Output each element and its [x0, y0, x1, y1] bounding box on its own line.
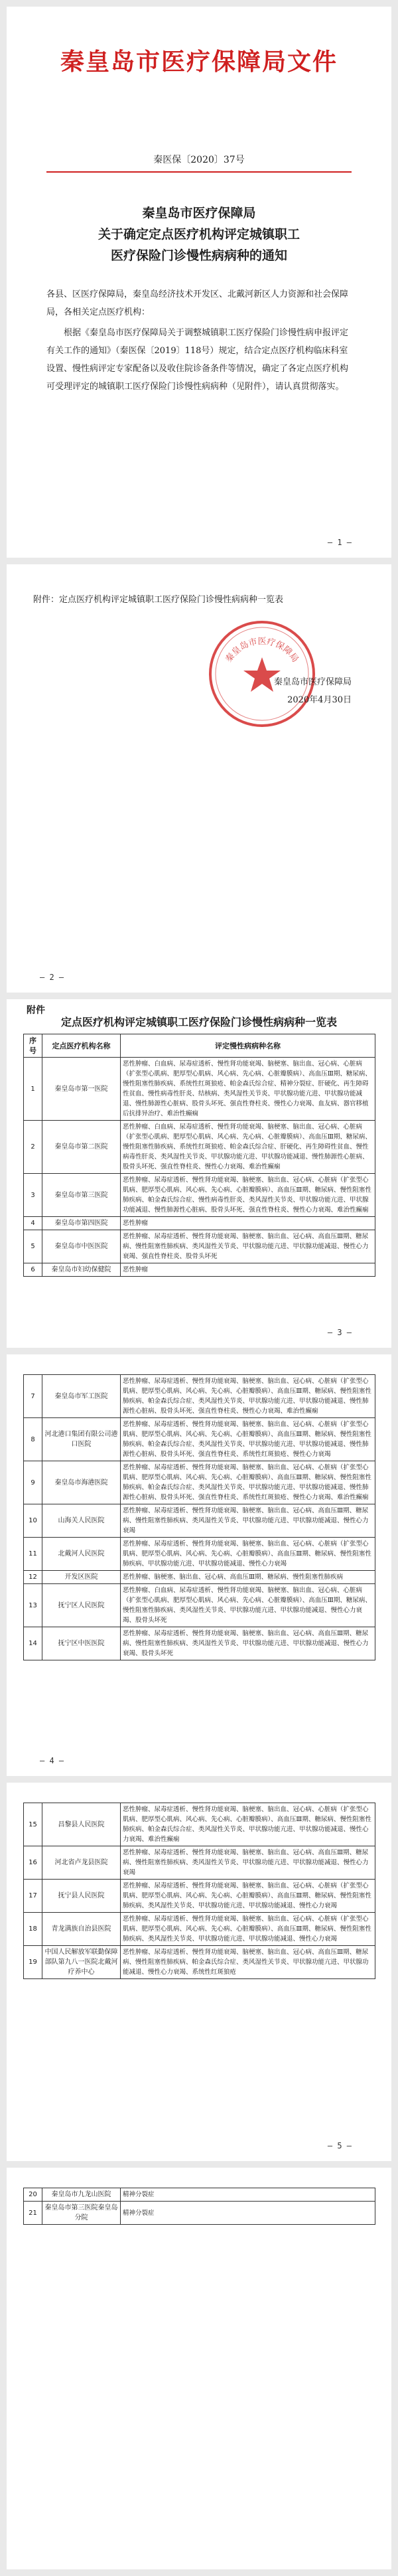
row-number: 3: [24, 1174, 42, 1217]
disease-list: 恶性肿瘤、尿毒症透析、慢性肾功能衰竭、脑梗塞、脑出血、冠心病、心脏病（扩张型心肌病、肥厚型心肌病、风心病、先心病、心脏瓣膜病）、高血压Ⅲ期、糖尿病、慢性阻塞性肺疾病、帕金森氏综合症、慢性病毒性肝炎、类风湿性关节炎、甲状腺功能亢进、甲状腺功能减退、慢性肺源性心脏病、股骨头坏死、强直性脊柱炎、慢性心力衰竭、难治性癫痫: [121, 1174, 375, 1217]
row-number: 13: [24, 1584, 42, 1627]
row-number: 9: [24, 1461, 42, 1504]
disease-list: 恶性肿瘤、白血病、尿毒症透析、慢性肾功能衰竭、脑梗塞、脑出血、冠心病、心脏病（扩张型心肌病、肥厚型心肌病、风心病、先心病、心脏瓣膜病）、高血压Ⅲ期、糖尿病、慢性阻塞性肺疾病、类风湿性关节炎、甲状腺功能亢进、甲状腺功能减退、慢性心力衰竭、股骨头坏死: [121, 1584, 375, 1627]
table-row: [24, 1058, 375, 1121]
disease-list: 恶性肿瘤、尿毒症透析、慢性肾功能衰竭、脑梗塞、脑出血、冠心病、心脏病（扩张型心肌病、肥厚型心肌病、风心病、先心病、心脏瓣膜病）、高血压Ⅲ期、糖尿病、慢性阻塞性肺疾病、帕金森氏综合症、类风湿性关节炎、甲状腺功能亢进、甲状腺功能减退、慢性肺源性心脏病、股骨头坏死、强直性脊柱炎、慢性心力衰竭、难治性癫痫: [121, 1375, 375, 1418]
table-row: [24, 1913, 375, 1946]
row-number: 11: [24, 1538, 42, 1571]
document-page-4: [7, 1354, 391, 1776]
row-number: 21: [24, 2202, 42, 2225]
table-row: [24, 1571, 375, 1584]
row-number: 17: [24, 1880, 42, 1913]
institution-name: 秦皇岛市第一医院: [42, 1058, 121, 1121]
institution-name: 秦皇岛市海港医院: [42, 1461, 121, 1504]
institution-name: 抚宁区中医医院: [42, 1627, 121, 1660]
document-number: 秦医保〔2020〕37号: [153, 155, 245, 165]
disease-list: 恶性肿瘤、尿毒症透析、慢性肾功能衰竭、脑梗塞、脑出血、冠心病、心脏病（扩张型心肌病、肥厚型心肌病、风心病、先心病、心脏瓣膜病）、高血压Ⅲ期、糖尿病、慢性阻塞性肺疾病、帕金森氏综合症、类风湿性关节炎、甲状腺功能亢进、甲状腺功能减退、慢性肺源性心脏病、股骨头坏死、强直性脊柱炎、系统性红斑狼疮、慢性心力衰竭: [121, 1418, 375, 1461]
institution-name: 秦皇岛市第三医院秦皇岛分院: [42, 2202, 121, 2225]
disease-table-part-2: [23, 1374, 375, 1660]
disease-list: 恶性肿瘤、尿毒症透析、慢性肾功能衰竭、脑梗塞、脑出血、冠心病、高血压Ⅲ期、糖尿病、慢性阻塞性肺疾病、类风湿性关节炎、甲状腺功能亢进、甲状腺功能减退、慢性心力衰竭: [121, 1846, 375, 1880]
row-number: 2: [24, 1121, 42, 1174]
institution-name: 秦皇岛市第三医院: [42, 1174, 121, 1217]
page-number: — 3 —: [327, 1328, 352, 1337]
table-row: [24, 1584, 375, 1627]
table-row: [24, 1946, 375, 1979]
row-number: 10: [24, 1504, 42, 1538]
row-number: 18: [24, 1913, 42, 1946]
disease-list: 恶性肿瘤、白血病、尿毒症透析、慢性肾功能衰竭、脑梗塞、脑出血、冠心病、心脏病（扩张型心肌病、肥厚型心肌病、风心病、先心病、心脏瓣膜病）、高血压Ⅲ期、糖尿病、慢性阻塞性肺疾病、系统性红斑狼疮、帕金森氏综合症、肝硬化、再生障碍性贫血、慢性病毒性肝炎、类风湿性关节炎、甲状腺功能亢进、甲状腺功能减退、慢性肺源性心脏病、股骨头坏死、强直性脊柱炎、慢性心力衰竭、难治性癫痫: [121, 1121, 375, 1174]
table-row: [24, 1263, 375, 1277]
disease-list: 恶性肿瘤: [121, 1217, 375, 1230]
document-page-3: [7, 999, 391, 1348]
notice-body-paragraph: 根据《秦皇岛市医疗保障局关于调整城镇职工医疗保险门诊慢性病申报评定有关工作的通知》（秦医保〔2019〕118号）规定，结合定点医疗机构临床科室设置、慢性病评定专家配备以及收住院诊备条件等情况，确定了各定点医疗机构可受理评定的城镇职工医疗保险门诊慢性病病种（见附件），请认真贯彻落实。: [46, 328, 349, 392]
notice-title: [7, 202, 391, 266]
seal-text: 秦皇岛市医疗保障局: [224, 637, 300, 665]
attachment-label: 附件: [27, 1005, 45, 1016]
table-row: [24, 1230, 375, 1263]
table-row: [24, 1121, 375, 1174]
institution-name: 青龙满族自治县医院: [42, 1913, 121, 1946]
table-row: [24, 2202, 375, 2225]
table-row: [24, 1627, 375, 1660]
institution-name: 抚宁区人民医院: [42, 1584, 121, 1627]
disease-list: 恶性肿瘤、脑梗塞、脑出血、冠心病、高血压Ⅲ期、糖尿病、慢性阻塞性肺疾病: [121, 1571, 375, 1584]
institution-name: 中国人民解放军联勤保障部队第九八一医院北戴河疗养中心: [42, 1946, 121, 1979]
document-page-5: [7, 1783, 391, 2161]
institution-name: 秦皇岛市妇幼保健院: [42, 1263, 121, 1277]
row-number: 12: [24, 1571, 42, 1584]
row-number: 15: [24, 1803, 42, 1846]
disease-list: 恶性肿瘤、尿毒症透析、慢性肾功能衰竭、脑梗塞、脑出血、冠心病、心脏病（扩张型心肌病、肥厚型心肌病、风心病、先心病、心脏瓣膜病）、高血压Ⅲ期、糖尿病、慢性阻塞性肺疾病、类风湿性关节炎、甲状腺功能亢进、甲状腺功能减退、慢性心力衰竭: [121, 1880, 375, 1913]
page-number: — 4 —: [40, 1756, 64, 1765]
document-page-2: [7, 564, 391, 993]
row-number: 14: [24, 1627, 42, 1660]
signing-organization: 秦皇岛市医疗保障局: [273, 677, 352, 687]
disease-list: 恶性肿瘤、白血病、尿毒症透析、慢性肾功能衰竭、脑梗塞、脑出血、冠心病、心脏病（扩张型心肌病、肥厚型心肌病、风心病、先心病、心脏瓣膜病）、高血压Ⅲ期、糖尿病、慢性阻塞性肺疾病、系统性红斑狼疮、帕金森氏综合症、精神分裂症、肝硬化、再生障碍性贫血、慢性病毒性肝炎、结核病、类风湿性关节炎、甲状腺功能亢进、甲状腺功能减退、慢性肺源性心脏病、股骨头坏死、强直性脊柱炎、慢性心力衰竭、血友病、器官移植后抗排异治疗、难治性癫痫: [121, 1058, 375, 1121]
disease-list: 精神分裂症: [121, 2202, 375, 2225]
institution-name: 山海关人民医院: [42, 1504, 121, 1538]
disease-list: 恶性肿瘤、尿毒症透析、慢性肾功能衰竭、脑梗塞、脑出血、冠心病、高血压Ⅲ期、糖尿病、慢性阻塞性肺疾病、类风湿性关节炎、甲状腺功能亢进、甲状腺功能减退、慢性心力衰竭: [121, 1504, 375, 1538]
table-row: [24, 1880, 375, 1913]
institution-name: 开发区医院: [42, 1571, 121, 1584]
notice-title-line-2: 关于确定定点医疗机构评定城镇职工: [98, 227, 300, 242]
page-number: — 1 —: [327, 538, 352, 547]
table-row: [24, 1375, 375, 1418]
table-row: [24, 1538, 375, 1571]
disease-list: 恶性肿瘤、尿毒症透析、慢性肾功能衰竭、脑梗塞、脑出血、冠心病、心脏病（扩张型心肌病、肥厚型心肌病、风心病、先心病、心脏瓣膜病）、高血压Ⅲ期、糖尿病、慢性阻塞性肺疾病、类风湿性关节炎、甲状腺功能亢进、甲状腺功能减退、慢性心力衰竭: [121, 1913, 375, 1946]
institution-name: 秦皇岛市第四医院: [42, 1217, 121, 1230]
attachment-note: 附件：定点医疗机构评定城镇职工医疗保险门诊慢性病病种一览表: [33, 595, 284, 605]
table-row: [24, 1803, 375, 1846]
page-number: — 2 —: [40, 973, 64, 982]
disease-list: 恶性肿瘤、尿毒症透析、慢性肾功能衰竭、脑梗塞、脑出血、冠心病、高血压Ⅲ期、糖尿病、慢性阻塞性肺疾病、类风湿性关节炎、甲状腺功能亢进、甲状腺功能减退、慢性心力衰竭、股骨头坏死: [121, 1627, 375, 1660]
institution-name: 抚宁县人民医院: [42, 1880, 121, 1913]
institution-name: 北戴河人民医院: [42, 1538, 121, 1571]
disease-list: 恶性肿瘤、尿毒症透析、慢性肾功能衰竭、脑梗塞、脑出血、冠心病、心脏病（扩张型心肌病、肥厚型心肌病、风心病、先心病、心脏瓣膜病）、高血压Ⅲ期、糖尿病、慢性阻塞性肺疾病、帕金森氏综合症、类风湿性关节炎、甲状腺功能亢进、甲状腺功能减退、慢性心力衰竭、难治性癫痫: [121, 1803, 375, 1846]
institution-name: 秦皇岛市九龙山医院: [42, 2188, 121, 2202]
document-page-6: [7, 2168, 391, 2569]
disease-list: 恶性肿瘤: [121, 1263, 375, 1277]
document-header-title: 秦皇岛市医疗保障局文件: [60, 48, 338, 76]
row-number: 5: [24, 1230, 42, 1263]
document-page-1: [7, 7, 391, 558]
notice-addressee: 各县、区医疗保障局，秦皇岛经济技术开发区、北戴河新区人力资源和社会保障局，各相关定点医疗机构：: [46, 289, 349, 317]
row-number: 19: [24, 1946, 42, 1979]
notice-title-line-3: 医疗保险门诊慢性病病种的通知: [110, 248, 287, 263]
row-number: 6: [24, 1263, 42, 1277]
table-row: [24, 1846, 375, 1880]
signing-date: 2020年4月30日: [287, 695, 352, 705]
row-number: 4: [24, 1217, 42, 1230]
header-institution: 定点医疗机构名称: [42, 1034, 121, 1058]
table-row: [24, 2188, 375, 2202]
disease-list: 恶性肿瘤、尿毒症透析、慢性肾功能衰竭、脑梗塞、脑出血、冠心病、心脏病（扩张型心肌病、肥厚型心肌病、风心病、先心病、心脏瓣膜病）、高血压Ⅲ期、糖尿病、慢性阻塞性肺疾病、帕金森氏综合症、类风湿性关节炎、甲状腺功能亢进、甲状腺功能减退、慢性肺源性心脏病、股骨头坏死、强直性脊柱炎、系统性红斑狼疮、慢性心力衰竭、难治性癫痫: [121, 1461, 375, 1504]
page-number: — 5 —: [327, 2141, 352, 2150]
table-row: [24, 1418, 375, 1461]
row-number: 16: [24, 1846, 42, 1880]
institution-name: 河北省卢龙县医院: [42, 1846, 121, 1880]
disease-table-part-4: [23, 2188, 375, 2225]
red-divider-line: [46, 171, 352, 173]
row-number: 20: [24, 2188, 42, 2202]
institution-name: 秦皇岛市军工医院: [42, 1375, 121, 1418]
institution-name: 秦皇岛市第二医院: [42, 1121, 121, 1174]
table-row: [24, 1461, 375, 1504]
table-row: [24, 1504, 375, 1538]
disease-table-part-1: [23, 1034, 375, 1277]
header-diseases: 评定慢性病病种名称: [121, 1034, 375, 1058]
row-number: 1: [24, 1058, 42, 1121]
disease-list: 恶性肿瘤、尿毒症透析、慢性肾功能衰竭、脑梗塞、脑出血、冠心病、心脏病（扩张型心肌病、肥厚型心肌病、风心病、先心病、心脏瓣膜病）、高血压Ⅲ期、糖尿病、慢性阻塞性肺疾病、甲状腺功能亢进、甲状腺功能减退、慢性心力衰竭: [121, 1538, 375, 1571]
institution-name: 秦皇岛市中医医院: [42, 1230, 121, 1263]
disease-list: 恶性肿瘤、尿毒症透析、慢性肾功能衰竭、脑梗塞、脑出血、冠心病、高血压Ⅲ期、糖尿病、慢性阻塞性肺疾病、类风湿性关节炎、甲状腺功能亢进、甲状腺功能减退、慢性心力衰竭、强直性脊柱炎、股骨头坏死: [121, 1230, 375, 1263]
disease-table-part-3: [23, 1803, 375, 1979]
notice-title-line-1: 秦皇岛市医疗保障局: [142, 206, 256, 220]
disease-list: 精神分裂症: [121, 2188, 375, 2202]
disease-list: 恶性肿瘤、尿毒症透析、慢性肾功能衰竭、脑梗塞、脑出血、冠心病、高血压Ⅲ期、糖尿病、慢性阻塞性肺疾病、帕金森氏综合症、类风湿性关节炎、甲状腺功能亢进、甲状腺功能减退、慢性心力衰竭、系统性红斑狼疮: [121, 1946, 375, 1979]
header-no: 序号: [24, 1034, 42, 1058]
table-header-row: [24, 1034, 375, 1058]
attachment-table-title: 定点医疗机构评定城镇职工医疗保险门诊慢性病病种一览表: [60, 1016, 337, 1028]
table-row: [24, 1217, 375, 1230]
table-row: [24, 1174, 375, 1217]
institution-name: 昌黎县人民医院: [42, 1803, 121, 1846]
row-number: 8: [24, 1418, 42, 1461]
institution-name: 河北港口集团有限公司港口医院: [42, 1418, 121, 1461]
row-number: 7: [24, 1375, 42, 1418]
